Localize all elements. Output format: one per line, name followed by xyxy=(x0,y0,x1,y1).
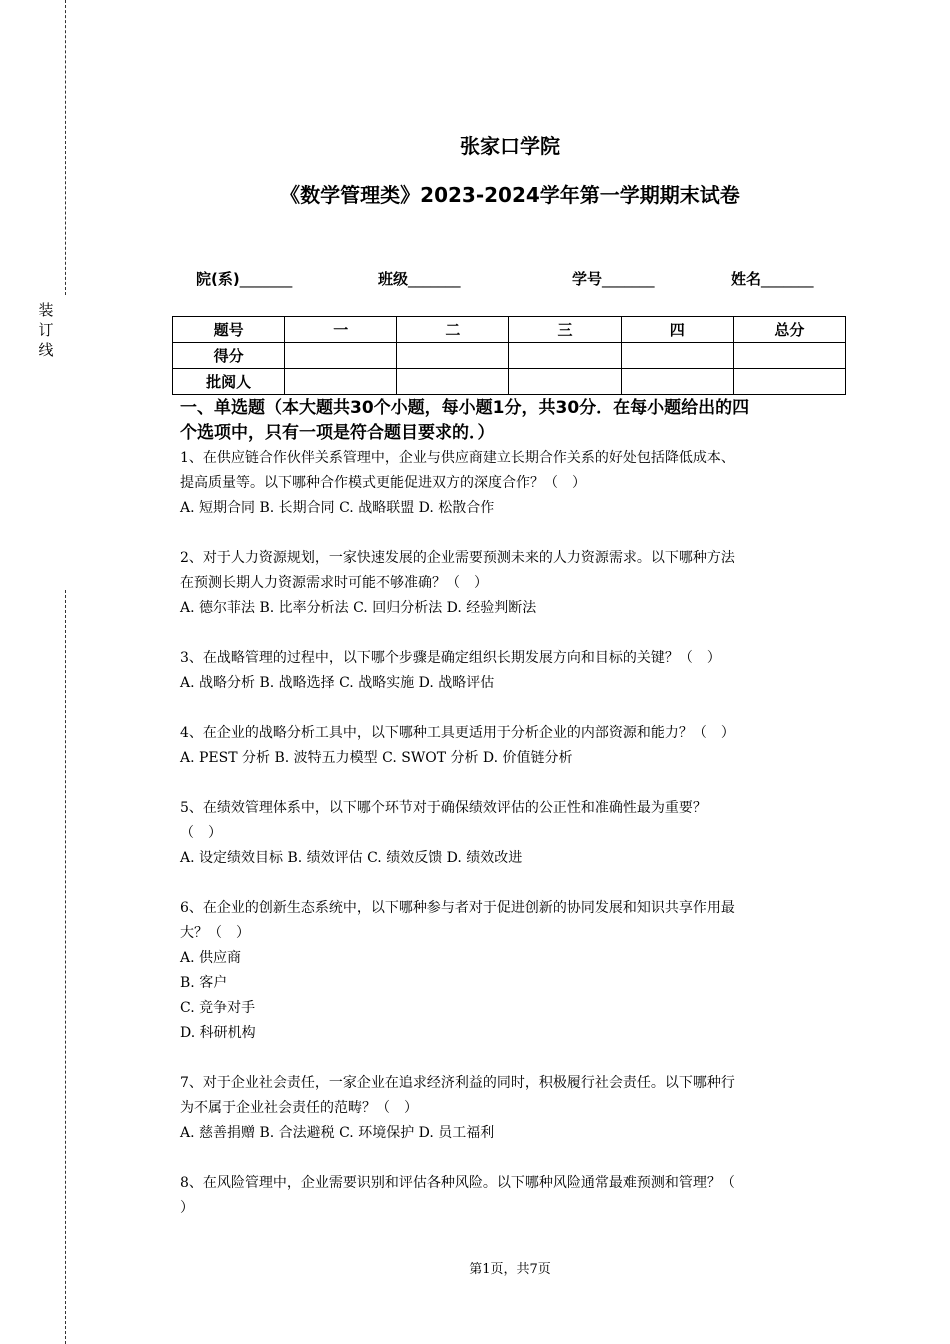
question-text: （ ） xyxy=(180,825,222,841)
question-5 xyxy=(180,796,845,871)
question-text: 7、对于企业社会责任，一家企业在追求经济利益的同时，积极履行社会责任。以下哪种行 xyxy=(180,1075,735,1091)
grader-cell[interactable] xyxy=(285,369,397,395)
binding-dashed-line-bottom xyxy=(65,590,66,1344)
header-cell: 题号 xyxy=(173,317,285,343)
question-options: A. 战略分析 B. 战略选择 C. 战略实施 D. 战略评估 xyxy=(180,675,495,691)
school-name: 张家口学院 xyxy=(460,134,560,158)
header-cell: 三 xyxy=(509,317,621,343)
option-b: B. 客户 xyxy=(180,975,228,991)
question-7 xyxy=(180,1071,845,1146)
score-table xyxy=(172,316,846,395)
header-cell: 四 xyxy=(621,317,733,343)
header-cell: 二 xyxy=(397,317,509,343)
score-cell[interactable] xyxy=(509,343,621,369)
section-heading-line: 一、单选题（本大题共30个小题，每小题1分，共30分．在每小题给出的四 xyxy=(180,398,750,418)
score-cell[interactable] xyxy=(285,343,397,369)
score-cell[interactable] xyxy=(621,343,733,369)
grader-cell[interactable] xyxy=(733,369,845,395)
question-options: A. 设定绩效目标 B. 绩效评估 C. 绩效反馈 D. 绩效改进 xyxy=(180,850,523,866)
question-text: 4、在企业的战略分析工具中，以下哪种工具更适用于分析企业的内部资源和能力？（ ） xyxy=(180,725,735,741)
question-6 xyxy=(180,896,845,1046)
question-text: 2、对于人力资源规划，一家快速发展的企业需要预测未来的人力资源需求。以下哪种方法 xyxy=(180,550,735,566)
section-heading-line: 个选项中，只有一项是符合题目要求的．） xyxy=(180,423,495,443)
score-cell[interactable] xyxy=(397,343,509,369)
question-options: A. PEST 分析 B. 波特五力模型 C. SWOT 分析 D. 价值链分析 xyxy=(180,750,573,766)
header-cell: 一 xyxy=(285,317,397,343)
grader-row xyxy=(173,369,846,395)
info-department: 院(系)_______ xyxy=(196,270,293,288)
question-text: 大？（ ） xyxy=(180,925,250,941)
option-a: A. 供应商 xyxy=(180,950,242,966)
question-options: A. 慈善捐赠 B. 合法避税 C. 环境保护 D. 员工福利 xyxy=(180,1125,495,1141)
question-options: A. 短期合同 B. 长期合同 C. 战略联盟 D. 松散合作 xyxy=(180,500,495,516)
question-text: 提高质量等。以下哪种合作模式更能促进双方的深度合作？（ ） xyxy=(180,475,586,491)
exam-content xyxy=(180,396,845,1221)
grader-cell[interactable] xyxy=(397,369,509,395)
question-2 xyxy=(180,546,845,621)
question-text: 5、在绩效管理体系中，以下哪个环节对于确保绩效评估的公正性和准确性最为重要？ xyxy=(180,800,707,816)
question-text: 为不属于企业社会责任的范畴？（ ） xyxy=(180,1100,418,1116)
info-class: 班级_______ xyxy=(378,270,461,288)
grader-cell[interactable] xyxy=(621,369,733,395)
question-4 xyxy=(180,721,845,771)
grader-cell[interactable] xyxy=(509,369,621,395)
option-d: D. 科研机构 xyxy=(180,1025,256,1041)
exam-title: 《数学管理类》2023-2024学年第一学期期末试卷 xyxy=(280,183,740,207)
question-text: 8、在风险管理中，企业需要识别和评估各种风险。以下哪种风险通常最难预测和管理？（ xyxy=(180,1175,735,1191)
header-cell: 总分 xyxy=(733,317,845,343)
option-c: C. 竞争对手 xyxy=(180,1000,256,1016)
question-8 xyxy=(180,1171,845,1221)
question-text: 在预测长期人力资源需求时可能不够准确？（ ） xyxy=(180,575,488,591)
info-name: 姓名_______ xyxy=(731,270,814,288)
info-student-id: 学号_______ xyxy=(572,270,655,288)
question-options: A. 德尔菲法 B. 比率分析法 C. 回归分析法 D. 经验判断法 xyxy=(180,600,537,616)
question-1 xyxy=(180,446,845,521)
row-label: 得分 xyxy=(173,343,285,369)
question-text: 6、在企业的创新生态系统中，以下哪种参与者对于促进创新的协同发展和知识共享作用最 xyxy=(180,900,735,916)
score-row xyxy=(173,343,846,369)
score-cell[interactable] xyxy=(733,343,845,369)
question-text: 1、在供应链合作伙伴关系管理中，企业与供应商建立长期合作关系的好处包括降低成本、 xyxy=(180,450,735,466)
question-3 xyxy=(180,646,845,696)
score-table-header-row xyxy=(173,317,846,343)
row-label: 批阅人 xyxy=(173,369,285,395)
question-text: ） xyxy=(180,1200,194,1216)
question-text: 3、在战略管理的过程中，以下哪个步骤是确定组织长期发展方向和目标的关键？（ ） xyxy=(180,650,721,666)
binding-label: 装订线 xyxy=(38,301,54,359)
page-footer: 第1页，共7页 xyxy=(469,1262,551,1277)
